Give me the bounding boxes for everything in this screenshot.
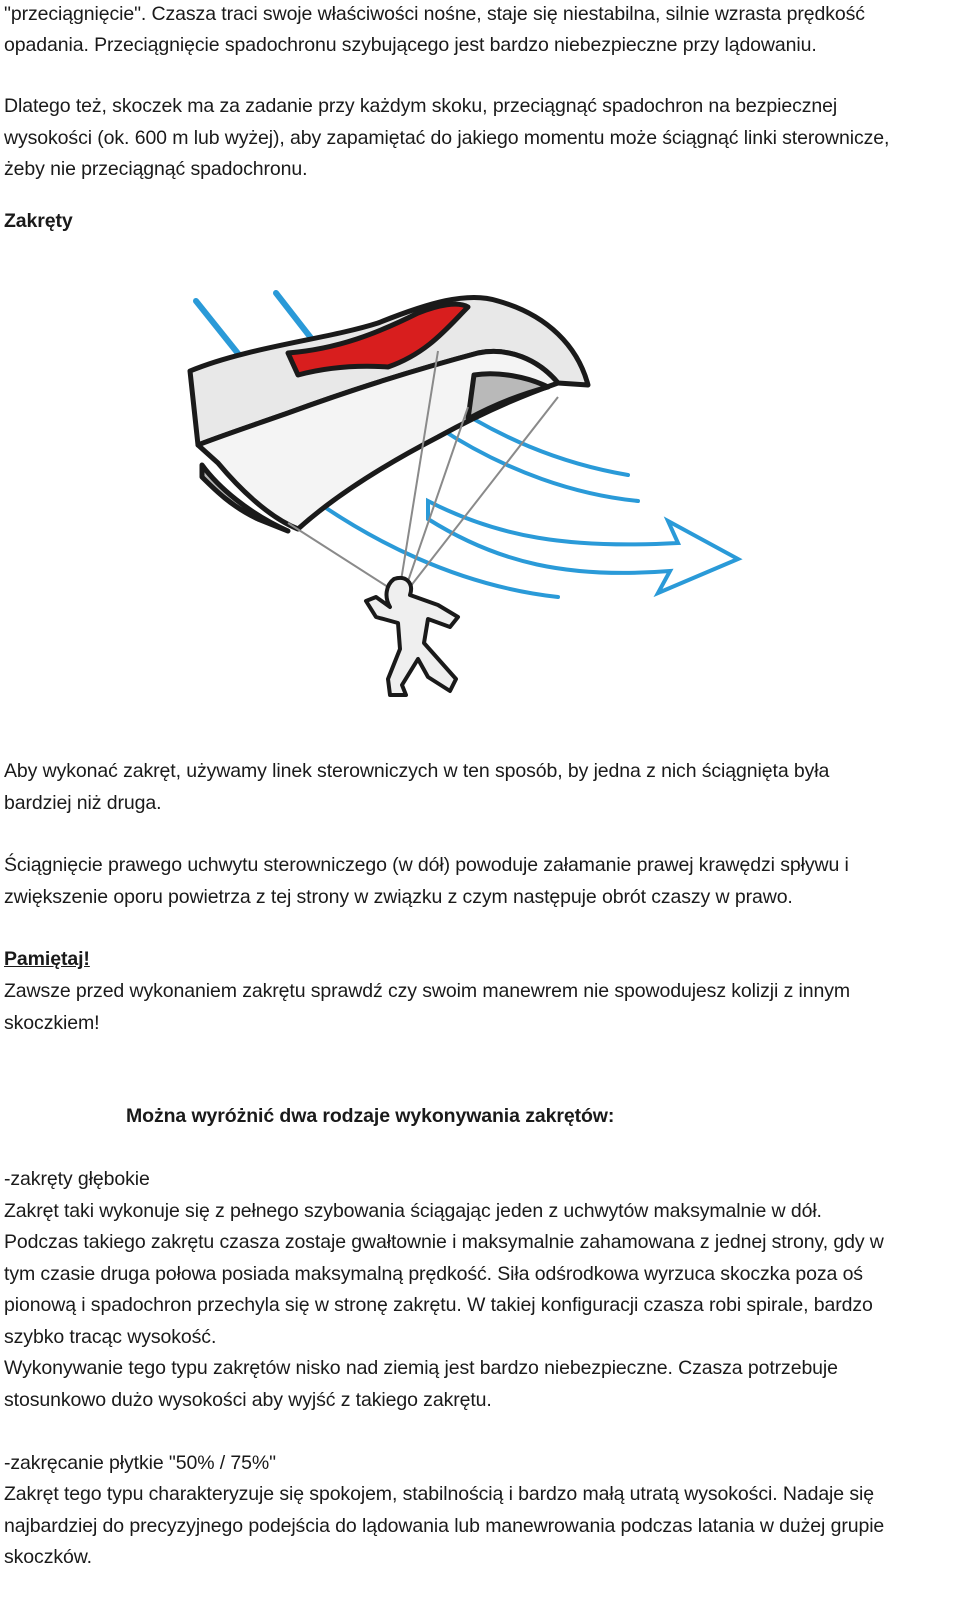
canopy [190,297,588,531]
warning-line-2: skoczkiem! [4,1012,100,1034]
deep-turn-title: -zakręty głębokie [4,1168,150,1190]
deep-turn-line-3: tym czasie druga połowa posiada maksymalną prędkość. Siła odśrodkowa wyrzuca skoczka poza oś [4,1263,863,1285]
shallow-turn-line-3: skoczków. [4,1546,92,1568]
skydiver-body [366,578,458,695]
airflow-line-2 [438,427,638,501]
turn-line-2: bardziej niż druga. [4,792,162,814]
deep-turn-line-7: stosunkowo dużo wysokości aby wyjść z takiego zakrętu. [4,1389,492,1411]
deep-turn-line-2: Podczas takiego zakrętu czasza zostaje gwałtownie i maksymalnie zahamowana z jednej strony, gdy w [4,1231,884,1253]
deep-turn-line-6: Wykonywanie tego typu zakrętów nisko nad ziemią jest bardzo niebezpieczne. Czasza potrzebuje [4,1357,838,1379]
pull-line-1: Ściągnięcie prawego uchwytu sterowniczego (w dół) powoduje załamanie prawej krawędzi spływu i [4,854,849,876]
warning-line-1: Zawsze przed wykonaniem zakrętu sprawdź czy swoim manewrem nie spowodujesz kolizji z innym [4,980,851,1002]
remember-heading: Pamiętaj! [4,948,90,970]
deep-turn-line-4: pionową i spadochron przechyla się w stronę zakrętu. W takiej konfiguracji czasza robi spirale, bardzo [4,1294,873,1316]
skydiver-figure [366,578,458,695]
airflow-line-top-1 [196,301,244,361]
shallow-turn-title: -zakręcanie płytkie "50% / 75%" [4,1452,276,1474]
suspension-line-left [288,523,388,587]
canopy-right-cell-inner [468,374,548,419]
pull-line-2: zwiększenie oporu powietrza z tej strony w związku z czym następuje obrót czaszy w prawo. [4,886,793,908]
deep-turn-line-5: szybko tracąc wysokość. [4,1326,217,1348]
section-heading-turns: Zakręty [4,210,73,232]
turn-types-heading: Można wyróżnić dwa rodzaje wykonywania zakrętów: [126,1105,615,1127]
deep-turn-line-1: Zakręt taki wykonuje się z pełnego szybowania ściągając jeden z uchwytów maksymalnie w dół. [4,1200,822,1222]
parachute-turn-illustration [138,287,778,699]
shallow-turn-line-1: Zakręt tego typu charakteryzuje się spokojem, stabilnością i bardzo małą utratą wysokości. Nadaje się [4,1483,874,1505]
stall-line-2: opadania. Przeciągnięcie spadochronu szybującego jest bardzo niebezpieczne przy lądowaniu. [4,34,817,56]
stall-line-1: "przeciągnięcie". Czasza traci swoje właściwości nośne, staje się niestabilna, silnie wzrasta prędkość [4,3,865,25]
task-line-2: wysokości (ok. 600 m lub wyżej), aby zapamiętać do jakiego momentu może ściągnąć linki sterownicze, [4,127,890,149]
task-line-3: żeby nie przeciągnąć spadochronu. [4,158,308,180]
turn-line-1: Aby wykonać zakręt, używamy linek sterowniczych w ten sposób, by jedna z nich ściągnięta była [4,760,830,782]
task-line-1: Dlatego też, skoczek ma za zadanie przy każdym skoku, przeciągnąć spadochron na bezpiecznej [4,95,838,117]
shallow-turn-line-2: najbardziej do precyzyjnego podejścia do lądowania lub manewrowania podczas latania w dużej grupie [4,1515,885,1537]
